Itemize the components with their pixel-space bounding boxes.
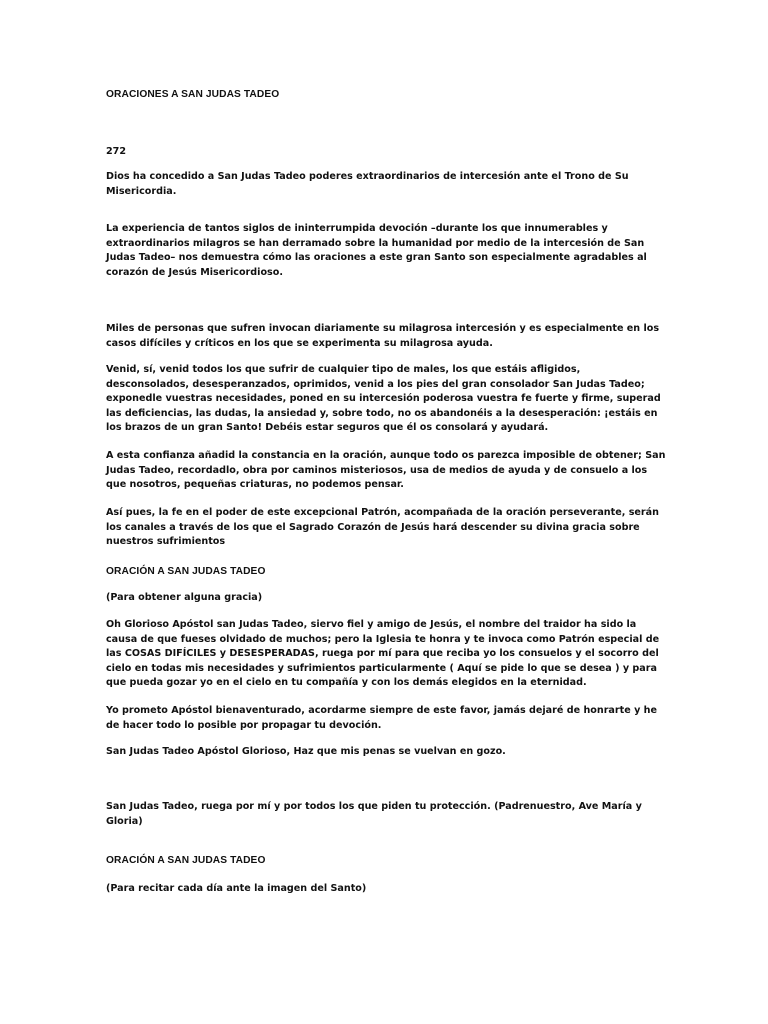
prayer-subtitle-daily: (Para recitar cada día ante la imagen del Santo) <box>106 883 367 894</box>
paragraph-confidence: A esta confianza añadid la constancia en la oración, aunque todo os parezca imposible de obtener; San Judas Tadeo, recordadlo, obra por caminos misteriosos, usa de medios de ayuda y de consuelo a los que nosotros, pequeñas criaturas, no podemos pensar. <box>106 450 666 491</box>
prayer-heading-daily: ORACIÓN A SAN JUDAS TADEO <box>106 855 266 866</box>
prayer-body <box>106 618 666 691</box>
intro-paragraph: Dios ha concedido a San Judas Tadeo poderes extraordinarios de intercesión ante el Trono de Su Misericordia. <box>106 171 629 197</box>
prayer-heading: ORACIÓN A SAN JUDAS TADEO <box>106 566 266 577</box>
prayer-promise: Yo prometo Apóstol bienaventurado, acordarme siempre de este favor, jamás dejaré de honrarte y he de hacer todo lo posible por propagar tu devoción. <box>106 705 657 731</box>
page-number: 272 <box>106 146 127 157</box>
paragraph-experience: La experiencia de tantos siglos de ininterrumpida devoción –durante los que innumerables y extraordinarios milagros se han derramado sobre la humanidad por medio de la intercesión de San Judas Tadeo– nos demuestra cómo las oraciones a este gran Santo son especialmente agradables al corazón de Jesús Misericordioso. <box>106 223 647 278</box>
paragraph-faith: Así pues, la fe en el poder de este excepcional Patrón, acompañada de la oración perseverante, serán los canales a través de los que el Sagrado Corazón de Jesús hará descender su divina gracia sobre nuestros sufrimientos <box>106 507 659 548</box>
prayer-body-end: , ruega por mí para que reciba yo los consuelos y el socorro del cielo en todas mis necesidades y sufrimientos particularmente ( Aquí se pide lo que se desea ) y para que pueda gozar yo en el cielo en tu compañía y con los demás elegidos en la eternidad. <box>106 648 659 689</box>
prayer-subtitle: (Para obtener alguna gracia) <box>106 592 263 603</box>
prayer-closing: San Judas Tadeo, ruega por mí y por todos los que piden tu protección. (Padrenuestro, Ave María y Gloria) <box>106 801 642 827</box>
prayer-plea: San Judas Tadeo Apóstol Glorioso, Haz que mis penas se vuelvan en gozo. <box>106 746 506 757</box>
document-title: ORACIONES A SAN JUDAS TADEO <box>106 89 280 100</box>
prayer-body-emphasis: COSAS DIFÍCILES y DESESPERADAS <box>124 648 315 660</box>
paragraph-come-all: Venid, sí, venid todos los que sufrir de cualquier tipo de males, los que estáis afligidos, desconsolados, desesperanzados, oprimidos, venid a los pies del gran consolador San Judas Tadeo; exponedle vuestras necesidades, poned en su intercesión poderosa vuestra fe fuerte y firme, superad las deficiencias, las dudas, la ansiedad y, sobre todo, no os abandonéis a la desesperación: ¡estáis en los brazos de un gran Santo! Debéis estar seguros que él os consolará y ayudará. <box>106 364 661 434</box>
paragraph-thousands: Miles de personas que sufren invocan diariamente su milagrosa intercesión y es especialmente en los casos difíciles y críticos en los que se experimenta su milagrosa ayuda. <box>106 323 660 349</box>
prayer-body-start: Oh Glorioso Apóstol san Judas Tadeo, siervo fiel y amigo de Jesús, el nombre del traidor ha sido la causa de que fueses olvidado de muchos; pero la Iglesia te honra y te invoca como Patrón especial de las <box>106 619 660 660</box>
